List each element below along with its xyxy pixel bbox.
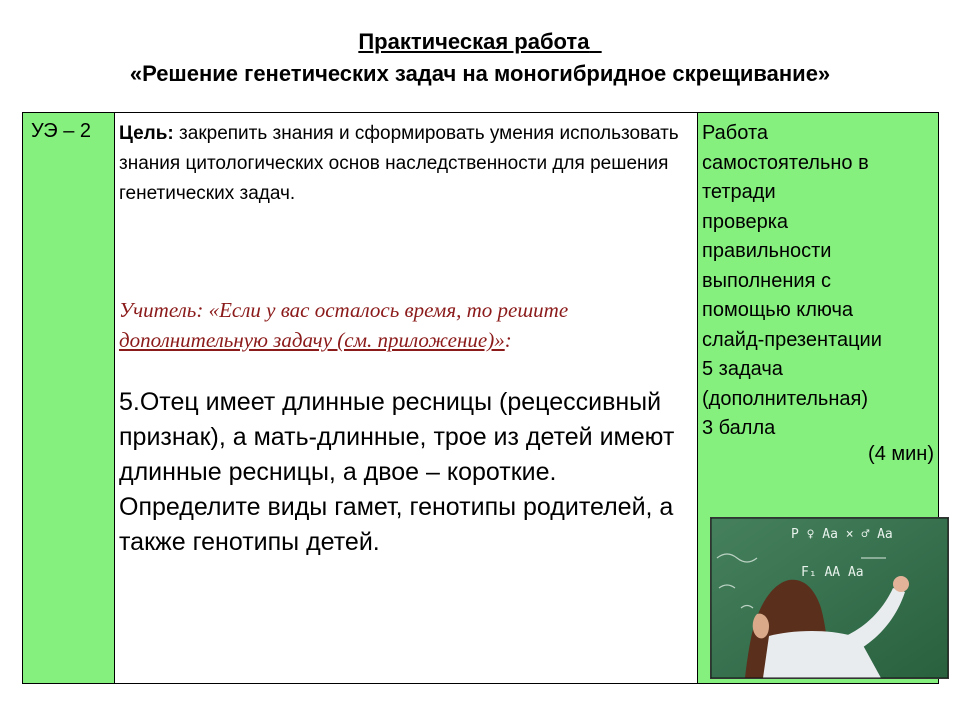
task-text: 5.Отец имеет длинные ресницы (рецессивный признак), а мать-длинные, трое из детей имеют длинные ресницы, а двое – короткие. Определите виды гамет, генотипы родителей, а также генотипы детей. [119,388,675,556]
title-line-1: Практическая работа [358,29,590,54]
work-line: (дополнительная) [702,387,868,410]
board-line-1: P ♀ Aa × ♂ Aa [791,527,893,542]
work-line: помощью ключа [702,299,854,321]
work-line: самостоятельно в [702,151,869,174]
time-label: (4 мин) [868,443,934,465]
work-line: Работа [702,122,768,144]
teacher-instruction [119,295,697,355]
board-line-2: F₁ AA Aa [801,565,864,580]
content-cell [115,113,698,683]
teacher-suffix: : [504,328,512,352]
work-line: проверка [702,210,789,233]
student-at-blackboard-photo [710,517,949,679]
teacher-link: дополнительную задачу (см. приложение)» [119,328,505,352]
work-cell [698,113,938,683]
work-line: тетради [702,181,776,203]
work-description [702,119,930,444]
work-line: 5 задача [702,358,783,380]
goal-paragraph [119,119,693,209]
ue-label: УЭ – 2 [31,120,91,142]
work-line: правильности [702,240,832,262]
ue-cell [23,113,115,683]
work-line: 3 балла [702,417,776,439]
work-line: слайд-презентации [702,328,882,351]
lesson-table [22,112,939,684]
work-line: выполнения с [702,269,831,292]
goal-label: Цель: [119,123,174,144]
title-line-2: «Решение генетических задач на моногибридное скрещивание» [129,61,831,86]
goal-text: закрепить знания и сформировать умения использовать знания цитологических основ наследственности для решения генетических задач. [119,123,679,204]
teacher-prefix: Учитель: «Если у вас осталось время, то решите [119,298,569,322]
slide-title [0,26,960,90]
